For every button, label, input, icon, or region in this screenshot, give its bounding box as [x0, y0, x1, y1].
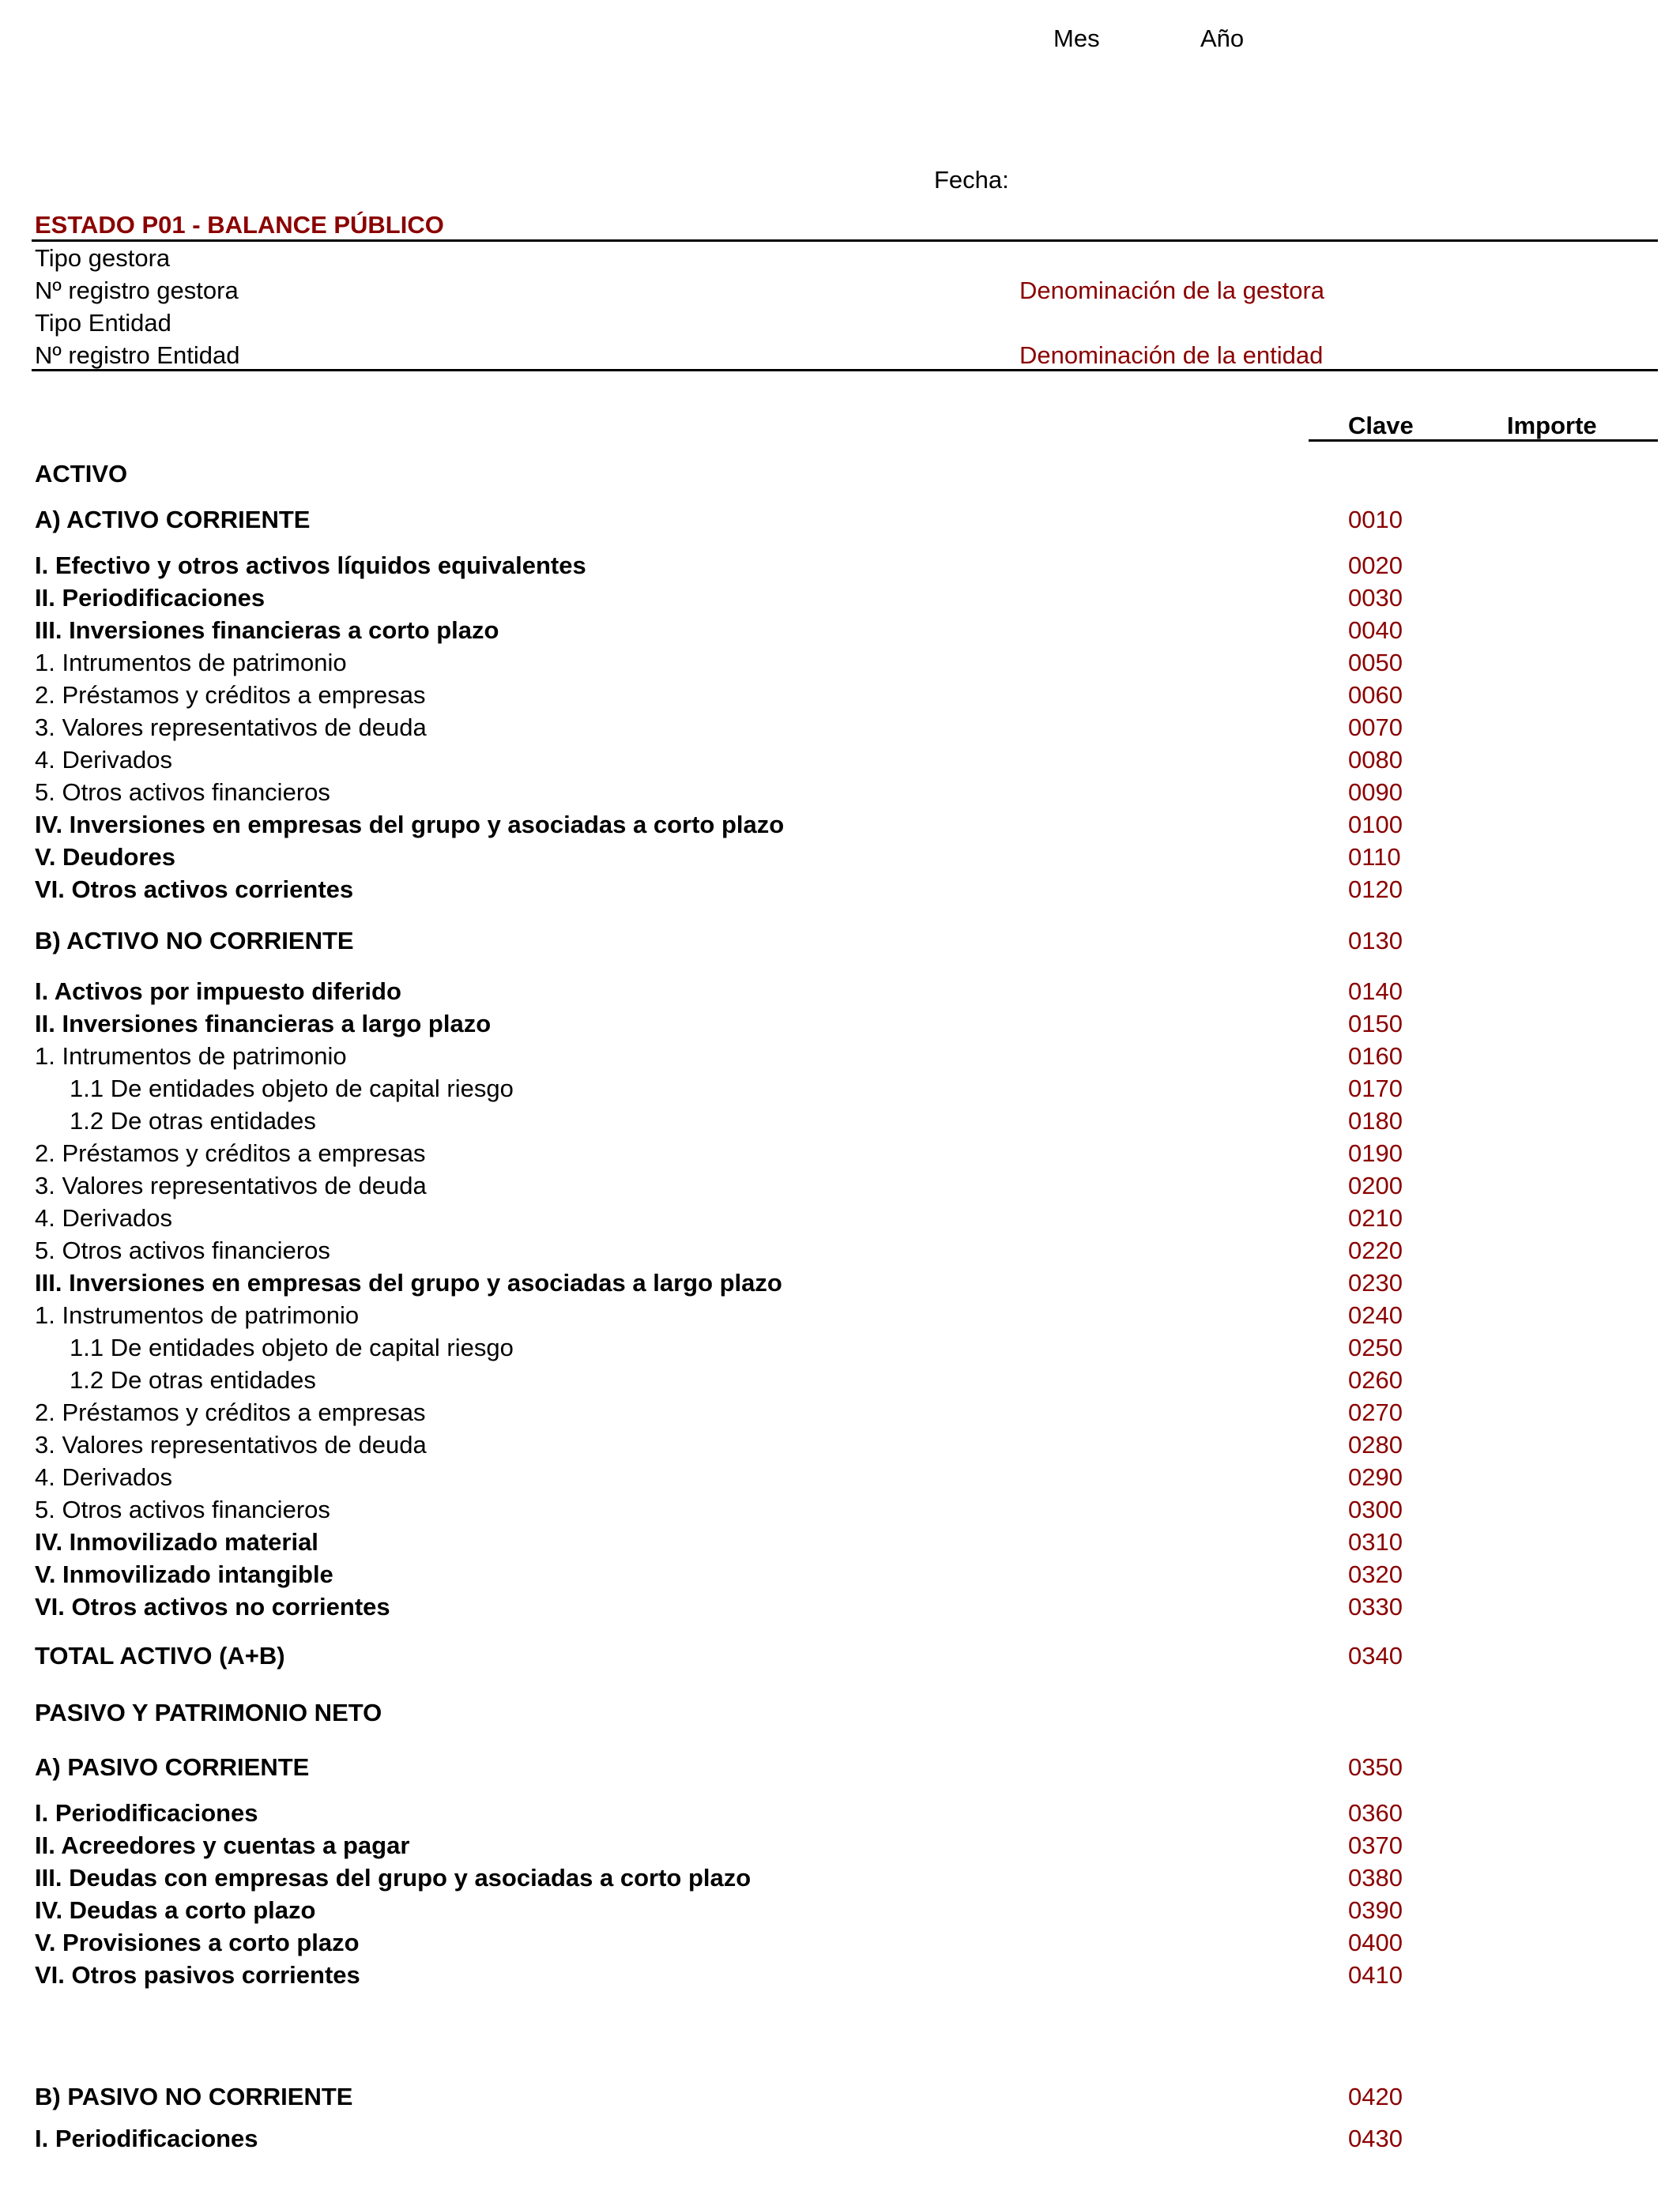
- row-label: I. Efectivo y otros activos líquidos equivalentes: [35, 552, 586, 579]
- row-code: 0160: [1348, 1042, 1403, 1070]
- row-label: ACTIVO: [35, 460, 128, 488]
- registro-gestora-label: Nº registro gestora: [35, 277, 239, 304]
- row-code: 0030: [1348, 584, 1403, 612]
- row-label: B) PASIVO NO CORRIENTE: [35, 2083, 353, 2110]
- row-label: III. Inversiones en empresas del grupo y asociadas a largo plazo: [35, 1269, 782, 1297]
- row-label: IV. Inmovilizado material: [35, 1528, 318, 1556]
- row-code: 0190: [1348, 1139, 1403, 1167]
- row-label: 2. Préstamos y créditos a empresas: [35, 681, 426, 709]
- row-label: 4. Derivados: [35, 746, 173, 774]
- anio-label: Año: [1200, 24, 1245, 52]
- row-code: 0040: [1348, 616, 1403, 644]
- row-code: 0330: [1348, 1593, 1403, 1621]
- row-label: 2. Préstamos y créditos a empresas: [35, 1399, 426, 1426]
- row-label: PASIVO Y PATRIMONIO NETO: [35, 1699, 382, 1726]
- row-label: IV. Deudas a corto plazo: [35, 1896, 316, 1924]
- row-code: 0020: [1348, 552, 1403, 579]
- row-label: 3. Valores representativos de deuda: [35, 1431, 427, 1459]
- row-code: 0120: [1348, 875, 1403, 903]
- columns-divider: [1309, 439, 1658, 442]
- row-code: 0220: [1348, 1237, 1403, 1264]
- row-label: VI. Otros activos no corrientes: [35, 1593, 390, 1621]
- row-code: 0140: [1348, 977, 1403, 1005]
- row-code: 0100: [1348, 811, 1403, 838]
- denominacion-entidad-label: Denominación de la entidad: [1019, 341, 1324, 369]
- row-label: 1. Instrumentos de patrimonio: [35, 1301, 360, 1329]
- row-label: 2. Préstamos y créditos a empresas: [35, 1139, 426, 1167]
- row-code: 0320: [1348, 1560, 1403, 1588]
- row-code: 0070: [1348, 713, 1403, 741]
- row-code: 0310: [1348, 1528, 1403, 1556]
- row-code: 0110: [1348, 843, 1401, 871]
- row-code: 0080: [1348, 746, 1403, 774]
- row-label: 3. Valores representativos de deuda: [35, 1172, 427, 1199]
- row-code: 0290: [1348, 1463, 1403, 1491]
- row-label: 4. Derivados: [35, 1463, 173, 1491]
- row-code: 0430: [1348, 2125, 1403, 2152]
- row-code: 0150: [1348, 1010, 1403, 1037]
- row-label: 5. Otros activos financieros: [35, 1496, 330, 1523]
- row-label: 1. Intrumentos de patrimonio: [35, 1042, 347, 1070]
- row-code: 0210: [1348, 1204, 1403, 1232]
- row-label: 1.1 De entidades objeto de capital riesgo: [70, 1334, 514, 1361]
- row-label: 1. Intrumentos de patrimonio: [35, 649, 347, 676]
- registro-entidad-label: Nº registro Entidad: [35, 341, 240, 369]
- row-label: V. Inmovilizado intangible: [35, 1560, 333, 1588]
- row-code: 0250: [1348, 1334, 1403, 1361]
- row-code: 0170: [1348, 1075, 1403, 1102]
- row-code: 0130: [1348, 927, 1403, 954]
- row-code: 0380: [1348, 1864, 1403, 1892]
- row-label: B) ACTIVO NO CORRIENTE: [35, 927, 354, 954]
- row-label: 3. Valores representativos de deuda: [35, 713, 427, 741]
- info-divider: [32, 369, 1658, 371]
- row-label: 4. Derivados: [35, 1204, 173, 1232]
- row-label: I. Periodificaciones: [35, 1799, 258, 1827]
- row-code: 0350: [1348, 1753, 1403, 1781]
- row-code: 0340: [1348, 1642, 1403, 1670]
- row-label: IV. Inversiones en empresas del grupo y asociadas a corto plazo: [35, 811, 785, 838]
- row-code: 0060: [1348, 681, 1403, 709]
- row-label: 1.1 De entidades objeto de capital riesgo: [70, 1075, 514, 1102]
- row-code: 0280: [1348, 1431, 1403, 1459]
- tipo-entidad-label: Tipo Entidad: [35, 309, 171, 337]
- row-label: TOTAL ACTIVO (A+B): [35, 1642, 285, 1670]
- row-code: 0420: [1348, 2083, 1403, 2110]
- tipo-gestora-label: Tipo gestora: [35, 244, 171, 272]
- row-label: III. Inversiones financieras a corto plazo: [35, 616, 499, 644]
- row-code: 0240: [1348, 1301, 1403, 1329]
- row-label: II. Acreedores y cuentas a pagar: [35, 1831, 410, 1859]
- row-label: A) ACTIVO CORRIENTE: [35, 506, 311, 533]
- row-code: 0090: [1348, 778, 1403, 806]
- row-label: II. Inversiones financieras a largo plazo: [35, 1010, 492, 1037]
- row-code: 0010: [1348, 506, 1403, 533]
- column-header-importe: Importe: [1507, 412, 1597, 439]
- row-code: 0180: [1348, 1107, 1403, 1135]
- row-code: 0370: [1348, 1831, 1403, 1859]
- row-code: 0270: [1348, 1399, 1403, 1426]
- row-label: 1.2 De otras entidades: [70, 1107, 316, 1135]
- row-label: I. Activos por impuesto diferido: [35, 977, 401, 1005]
- row-code: 0260: [1348, 1366, 1403, 1394]
- row-label: II. Periodificaciones: [35, 584, 266, 612]
- row-code: 0200: [1348, 1172, 1403, 1199]
- title-divider: [32, 239, 1658, 242]
- row-label: 5. Otros activos financieros: [35, 1237, 330, 1264]
- row-label: V. Deudores: [35, 843, 176, 871]
- row-label: 1.2 De otras entidades: [70, 1366, 316, 1394]
- row-label: 5. Otros activos financieros: [35, 778, 330, 806]
- denominacion-gestora-label: Denominación de la gestora: [1019, 277, 1325, 304]
- row-code: 0390: [1348, 1896, 1403, 1924]
- row-label: V. Provisiones a corto plazo: [35, 1929, 360, 1956]
- page-title: ESTADO P01 - BALANCE PÚBLICO: [35, 211, 444, 239]
- row-code: 0300: [1348, 1496, 1403, 1523]
- column-header-clave: Clave: [1348, 412, 1414, 439]
- row-label: III. Deudas con empresas del grupo y asociadas a corto plazo: [35, 1864, 751, 1892]
- row-code: 0410: [1348, 1961, 1403, 1989]
- row-label: VI. Otros activos corrientes: [35, 875, 354, 903]
- row-code: 0360: [1348, 1799, 1403, 1827]
- row-label: VI. Otros pasivos corrientes: [35, 1961, 360, 1989]
- fecha-label: Fecha:: [934, 166, 1009, 194]
- row-code: 0230: [1348, 1269, 1403, 1297]
- mes-label: Mes: [1053, 24, 1100, 52]
- row-label: I. Periodificaciones: [35, 2125, 258, 2152]
- row-label: A) PASIVO CORRIENTE: [35, 1753, 310, 1781]
- row-code: 0400: [1348, 1929, 1403, 1956]
- row-code: 0050: [1348, 649, 1403, 676]
